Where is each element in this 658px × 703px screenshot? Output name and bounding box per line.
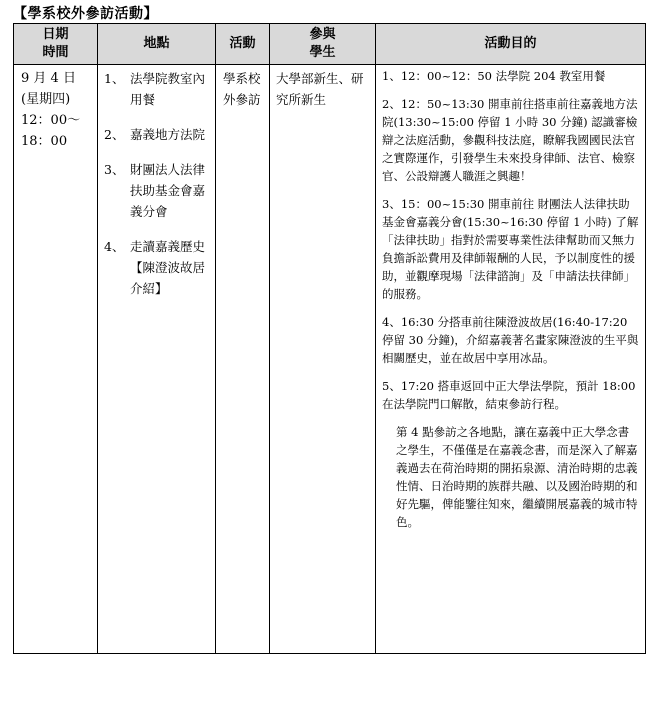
header-participants-label: 參與 學生 bbox=[309, 27, 336, 60]
purpose-item bbox=[382, 195, 639, 303]
purpose-item bbox=[382, 377, 639, 413]
location-number: 3、 bbox=[104, 162, 125, 177]
location-text: 嘉義地方法院 bbox=[130, 127, 206, 142]
purpose-cell bbox=[376, 65, 646, 654]
header-date bbox=[14, 24, 98, 65]
purpose-text: 2、12：50~13:30 開車前往搭車前往嘉義地方法院(13:30~15:00 停留 1 小時 30 分鐘) 認識審檢辯之法庭活動，參觀科技法庭，瞭解我國國民法官之實際運作，引發學生未來投身律師、法官、檢察官、公設辯護人職涯之興趣！ bbox=[382, 97, 638, 183]
location-text: 走讀嘉義歷史【陳澄波故居介紹】 bbox=[130, 239, 206, 296]
header-activity: 活動 bbox=[216, 24, 270, 65]
table-header-row bbox=[14, 24, 646, 65]
purpose-text: 3、15：00~15:30 開車前往 財團法人法律扶助基金會嘉義分會(15:30~16:30 停留 1 小時) 了解「法律扶助」指對於需要專業性法律幫助而又無力負擔訴訟費用及律師報酬的人民，予以制度性的援助，並觀摩現場「法律諮詢」及「申請法扶律師」的服務。 bbox=[382, 197, 639, 301]
purpose-item bbox=[382, 313, 639, 367]
header-location: 地點 bbox=[98, 24, 216, 65]
purpose-item bbox=[382, 95, 639, 185]
purpose-text: 4、16:30 分搭車前往陳澄波故居(16:40-17:20 停留 30 分鐘)，介紹嘉義著名畫家陳澄波的生平與相關歷史，並在故居中享用冰品。 bbox=[382, 315, 639, 365]
activity-cell bbox=[216, 65, 270, 654]
location-number: 4、 bbox=[104, 239, 125, 254]
participants-text: 大學部新生、研究所新生 bbox=[276, 71, 364, 107]
date-line: 9 月 4 日 bbox=[21, 71, 76, 86]
table-row bbox=[14, 65, 646, 654]
location-number: 1、 bbox=[104, 71, 125, 86]
location-item bbox=[104, 124, 211, 145]
location-item bbox=[104, 68, 211, 110]
location-item bbox=[104, 236, 211, 299]
participants-cell bbox=[270, 65, 376, 654]
purpose-note: 第 4 點參訪之各地點，讓在嘉義中正大學念書之學生，不僅僅是在嘉義念書，而是深入了解嘉義過去在荷治時期的開拓泉源、清治時期的忠義性情、日治時期的族群共融、以及國治時期的和好先驅，俾能鑒往知來，繼續開展嘉義的城市特色。 bbox=[396, 425, 638, 529]
section-title: 【學系校外參訪活動】 bbox=[13, 6, 158, 22]
purpose-text: 1、12：00~12：50 法學院 204 教室用餐 bbox=[382, 69, 606, 83]
header-date-label: 日期 時間 bbox=[42, 27, 69, 60]
time-line: 12：00～ bbox=[21, 113, 81, 128]
activity-table bbox=[13, 23, 646, 654]
location-number: 2、 bbox=[104, 127, 125, 142]
location-cell bbox=[98, 65, 216, 654]
date-line: (星期四) bbox=[21, 92, 71, 107]
time-line: 18：00 bbox=[21, 134, 68, 149]
location-text: 法學院教室內用餐 bbox=[130, 71, 206, 107]
purpose-item bbox=[382, 67, 639, 85]
location-text: 財團法人法律扶助基金會嘉義分會 bbox=[130, 162, 206, 219]
activity-text: 學系校外參訪 bbox=[223, 71, 261, 107]
header-participants bbox=[270, 24, 376, 65]
purpose-text: 5、17:20 搭車返回中正大學法學院，預計 18:00 在法學院門口解散，結束參訪行程。 bbox=[382, 379, 636, 411]
location-item bbox=[104, 159, 211, 222]
header-purpose: 活動目的 bbox=[376, 24, 646, 65]
date-cell bbox=[14, 65, 98, 654]
